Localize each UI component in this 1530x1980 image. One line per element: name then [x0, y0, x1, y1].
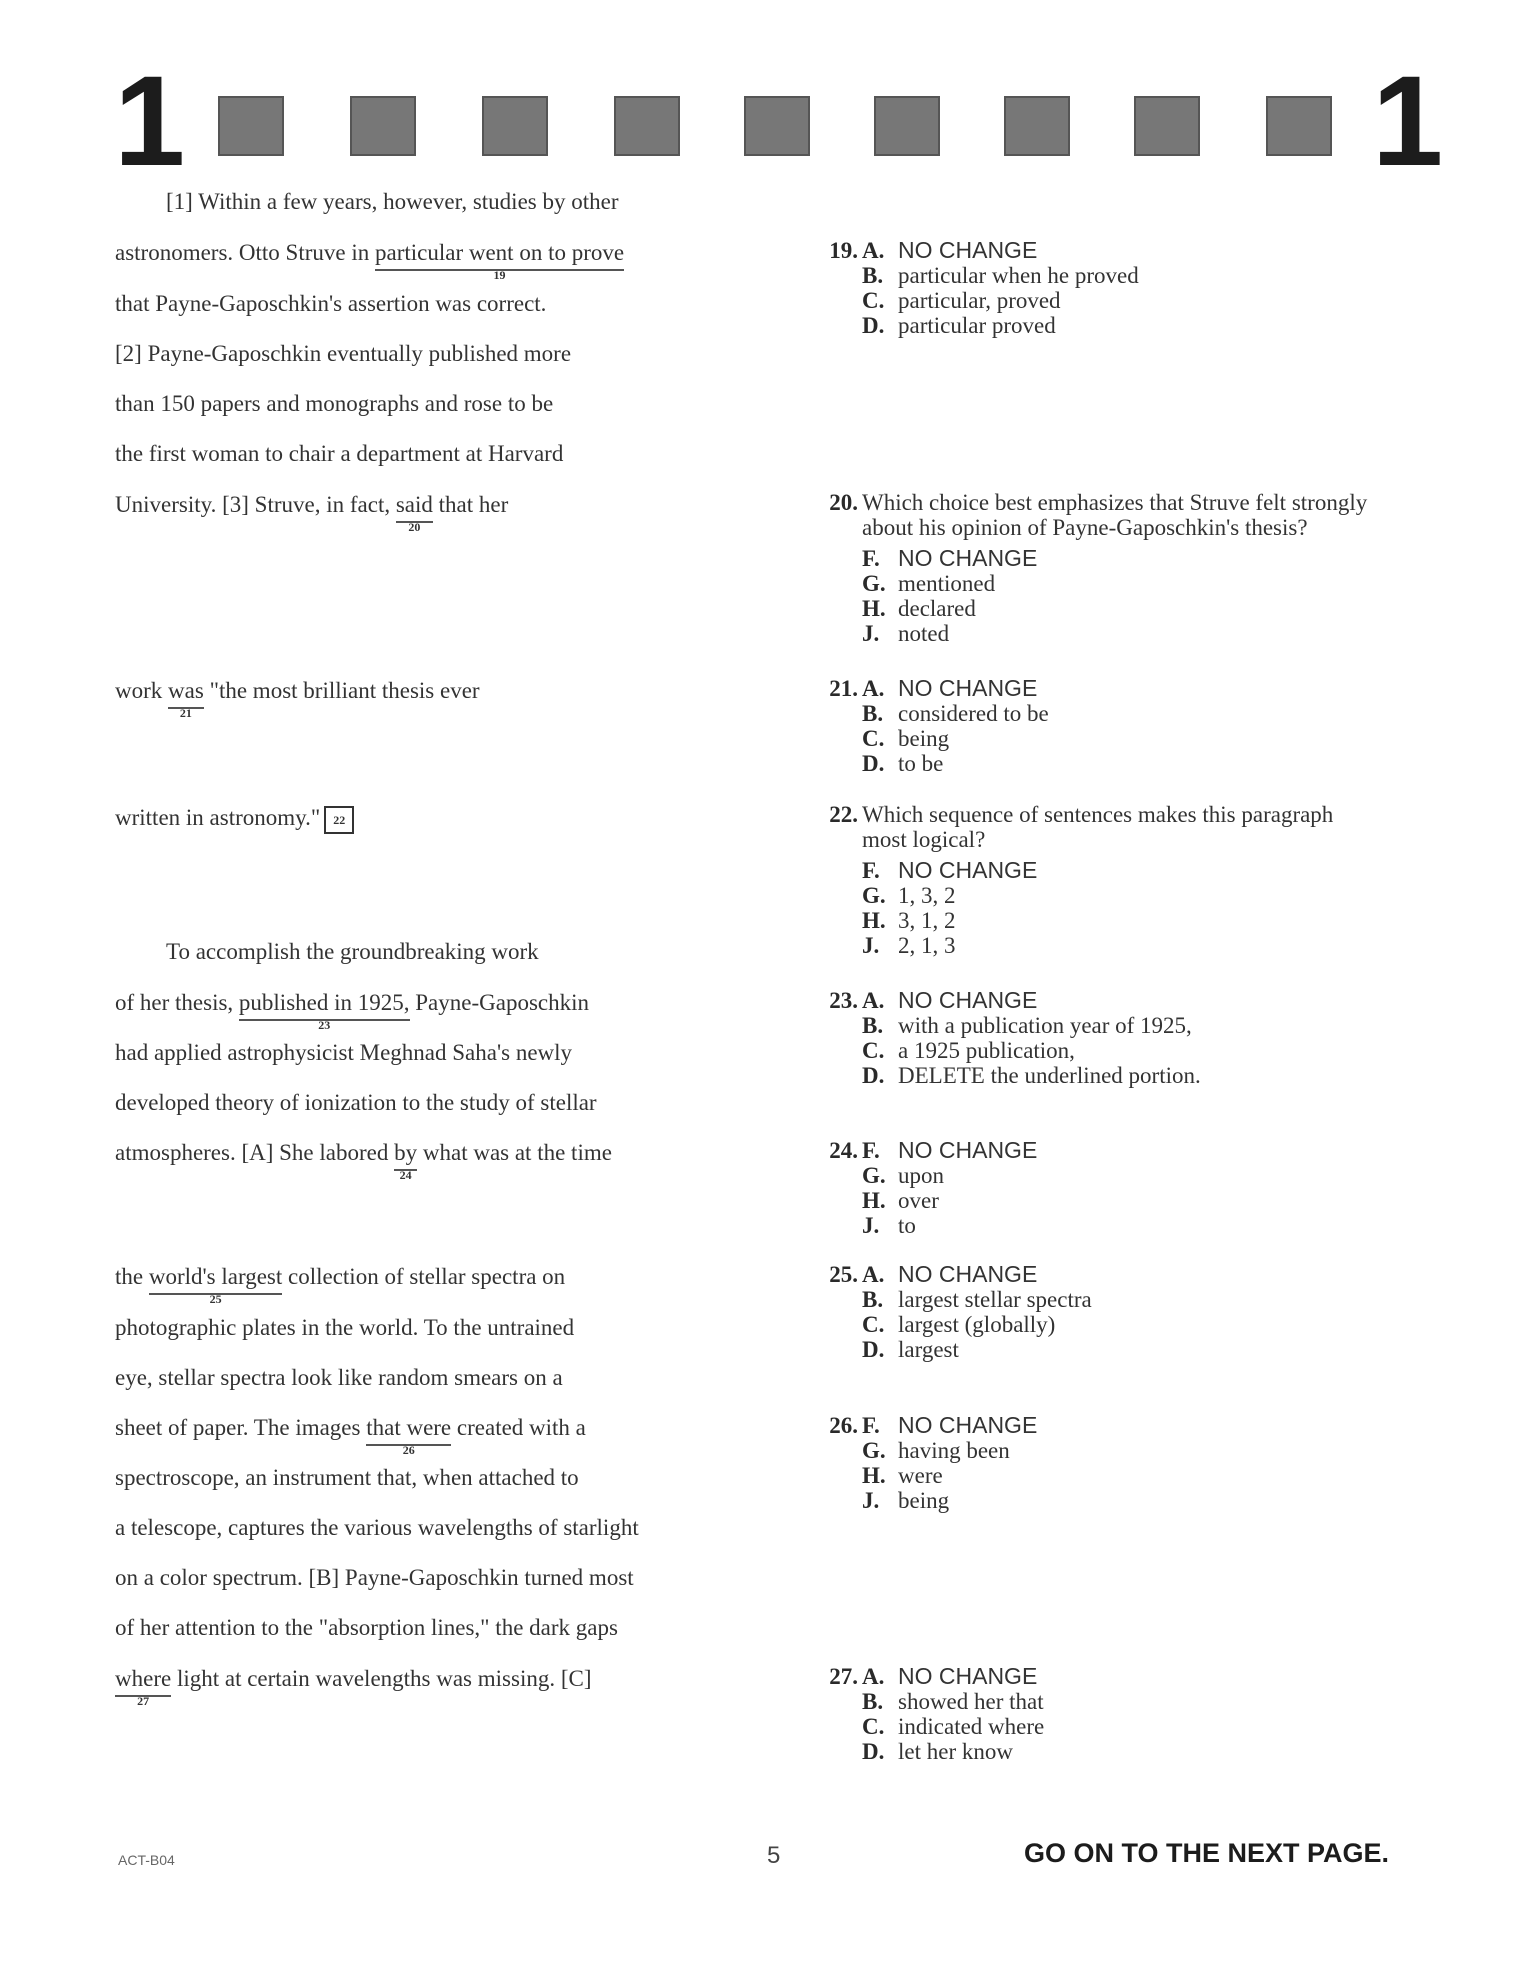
underlined-portion-21: was 21: [168, 678, 204, 720]
question-ref-number: 26: [402, 1443, 415, 1457]
question-stem: Which sequence of sentences makes this paragraph: [862, 802, 1334, 827]
question-27: [806, 1664, 1446, 1764]
option-text[interactable]: let her know: [898, 1739, 1013, 1764]
passage-line: atmospheres. [A] She labored by 24 what was at the time: [115, 1140, 612, 1182]
option-letter: G.: [862, 1163, 886, 1188]
option-letter: G.: [862, 571, 886, 596]
passage-line: the world's largest 25 collection of stellar spectra on: [115, 1264, 566, 1306]
option-text[interactable]: to be: [898, 751, 944, 776]
question-ref-number: 24: [399, 1168, 412, 1182]
option-text[interactable]: largest (globally): [898, 1312, 1056, 1337]
option-letter: D.: [862, 751, 885, 776]
passage-line: eye, stellar spectra look like random smears on a: [115, 1365, 563, 1390]
option-letter: H.: [862, 1463, 886, 1488]
option-letter: C.: [862, 1038, 885, 1063]
option-letter: B.: [862, 1013, 884, 1038]
option-text[interactable]: declared: [898, 596, 976, 621]
option-text[interactable]: NO CHANGE: [898, 1261, 1038, 1287]
passage-line: on a color spectrum. [B] Payne-Gaposchkin turned most: [115, 1565, 634, 1590]
question-number: 27.: [829, 1664, 858, 1689]
question-ref-number: 19: [493, 268, 506, 282]
option-text[interactable]: 1, 3, 2: [898, 883, 956, 908]
header-square: [614, 96, 680, 156]
underlined-portion-20: said 20: [395, 492, 433, 534]
option-text[interactable]: particular when he proved: [898, 263, 1139, 288]
option-text[interactable]: considered to be: [898, 701, 1049, 726]
option-letter: A.: [862, 676, 885, 701]
option-text[interactable]: NO CHANGE: [898, 1663, 1038, 1689]
option-letter: J.: [862, 1488, 880, 1513]
question-number: 24.: [829, 1138, 858, 1163]
option-letter: A.: [862, 988, 885, 1013]
option-text[interactable]: 2, 1, 3: [898, 933, 956, 958]
question-24: [806, 1138, 1446, 1238]
option-letter: A.: [862, 1664, 885, 1689]
option-text[interactable]: being: [898, 1488, 950, 1513]
passage-line: University. [3] Struve, in fact, said 20 that her: [115, 492, 509, 534]
option-text[interactable]: largest: [898, 1337, 959, 1362]
option-text[interactable]: NO CHANGE: [898, 675, 1038, 701]
option-letter: F.: [862, 1413, 880, 1438]
passage-line: sheet of paper. The images that were 26 created with a: [115, 1415, 586, 1457]
option-text[interactable]: being: [898, 726, 950, 751]
option-letter: G.: [862, 883, 886, 908]
question-ref-number: 25: [209, 1292, 222, 1306]
passage-line: where 27 light at certain wavelengths was missing. [C]: [115, 1666, 592, 1708]
passage-line: of her thesis, published in 1925, 23 Payne-Gaposchkin: [115, 990, 590, 1032]
option-letter: D.: [862, 1063, 885, 1088]
question-22: [806, 802, 1446, 958]
passage-line: of her attention to the "absorption lines," the dark gaps: [115, 1615, 618, 1640]
question-ref-number: 20: [408, 520, 421, 534]
option-letter: H.: [862, 596, 886, 621]
question-stem: Which choice best emphasizes that Struve felt strongly: [862, 490, 1368, 515]
underlined-portion-26: that were 26: [366, 1415, 452, 1457]
option-text[interactable]: showed her that: [898, 1689, 1044, 1714]
option-letter: B.: [862, 263, 884, 288]
header-square: [1134, 96, 1200, 156]
footer-test-code: ACT-B04: [118, 1852, 175, 1868]
question-ref-number: 27: [137, 1694, 150, 1708]
passage-line: photographic plates in the world. To the untrained: [115, 1315, 575, 1340]
option-text[interactable]: indicated where: [898, 1714, 1045, 1739]
section-number-left: 1: [114, 50, 186, 193]
question-20: [806, 490, 1446, 646]
header-square: [1266, 96, 1332, 156]
question-number: 19.: [829, 238, 858, 263]
option-letter: G.: [862, 1438, 886, 1463]
option-letter: J.: [862, 933, 880, 958]
option-text[interactable]: were: [898, 1463, 943, 1488]
option-letter: D.: [862, 1739, 885, 1764]
header-square: [482, 96, 548, 156]
option-text[interactable]: particular proved: [898, 313, 1056, 338]
option-letter: F.: [862, 858, 880, 883]
header-square: [350, 96, 416, 156]
question-number: 21.: [829, 676, 858, 701]
underlined-portion-27: where 27: [115, 1666, 172, 1708]
passage-line: [2] Payne-Gaposchkin eventually published more: [115, 341, 572, 366]
option-text[interactable]: NO CHANGE: [898, 987, 1038, 1013]
question-stem: most logical?: [862, 827, 986, 852]
passage-line: the first woman to chair a department at Harvard: [115, 441, 564, 466]
option-text[interactable]: largest stellar spectra: [898, 1287, 1092, 1312]
option-letter: B.: [862, 1287, 884, 1312]
option-text[interactable]: NO CHANGE: [898, 237, 1038, 263]
option-letter: F.: [862, 1138, 880, 1163]
passage-line: that Payne-Gaposchkin's assertion was correct.: [115, 291, 547, 316]
option-letter: C.: [862, 288, 885, 313]
option-letter: J.: [862, 621, 880, 646]
option-letter: H.: [862, 908, 886, 933]
option-text[interactable]: NO CHANGE: [898, 1412, 1038, 1438]
option-text[interactable]: having been: [898, 1438, 1010, 1463]
passage-line: developed theory of ionization to the study of stellar: [115, 1090, 597, 1115]
footer-next-page-instruction: GO ON TO THE NEXT PAGE.: [1024, 1838, 1390, 1868]
passage-line: written in astronomy." 22: [115, 804, 354, 834]
underlined-portion-19: particular went on to prove 19: [375, 240, 625, 282]
option-letter: D.: [862, 313, 885, 338]
question-21: [806, 676, 1446, 776]
option-letter: C.: [862, 726, 885, 751]
option-letter: J.: [862, 1213, 880, 1238]
option-text[interactable]: upon: [898, 1163, 944, 1188]
question-number: 25.: [829, 1262, 858, 1287]
footer-page-number: 5: [767, 1842, 781, 1869]
question-box-22: 22: [324, 806, 354, 834]
question-number: 20.: [829, 490, 858, 515]
passage-line: had applied astrophysicist Meghnad Saha's newly: [115, 1040, 573, 1065]
option-letter: B.: [862, 701, 884, 726]
passage-line: work was 21 "the most brilliant thesis ever: [115, 678, 480, 720]
option-text[interactable]: 3, 1, 2: [898, 908, 956, 933]
option-letter: A.: [862, 238, 885, 263]
question-stem: about his opinion of Payne-Gaposchkin's thesis?: [862, 515, 1308, 540]
option-text[interactable]: noted: [898, 621, 950, 646]
header-square: [1004, 96, 1070, 156]
underlined-portion-23: published in 1925, 23: [238, 990, 410, 1032]
option-letter: F.: [862, 546, 880, 571]
question-19: [806, 238, 1446, 338]
option-letter: C.: [862, 1312, 885, 1337]
question-number: 22.: [829, 802, 858, 827]
header-square: [218, 96, 284, 156]
passage-line: To accomplish the groundbreaking work: [166, 939, 539, 964]
option-text[interactable]: DELETE the underlined portion.: [898, 1063, 1201, 1088]
passage-line: astronomers. Otto Struve in particular went on to prove 19: [115, 240, 625, 282]
option-letter: B.: [862, 1689, 884, 1714]
option-text[interactable]: particular, proved: [898, 288, 1061, 313]
underlined-portion-24: by 24: [394, 1140, 418, 1182]
option-text[interactable]: to: [898, 1213, 916, 1238]
underlined-portion-25: world's largest 25: [148, 1264, 283, 1306]
option-letter: D.: [862, 1337, 885, 1362]
option-letter: C.: [862, 1714, 885, 1739]
section-number-right: 1: [1372, 50, 1444, 193]
question-ref-number: 23: [318, 1018, 331, 1032]
question-number: 26.: [829, 1413, 858, 1438]
passage-line: than 150 papers and monographs and rose to be: [115, 391, 554, 416]
question-23: [806, 988, 1446, 1088]
header-square: [744, 96, 810, 156]
option-text[interactable]: NO CHANGE: [898, 1137, 1038, 1163]
question-25: [806, 1262, 1446, 1362]
passage-line: a telescope, captures the various wavelengths of starlight: [115, 1515, 639, 1540]
question-ref-number: 21: [179, 706, 192, 720]
question-number: 23.: [829, 988, 858, 1013]
passage-line: spectroscope, an instrument that, when attached to: [115, 1465, 579, 1490]
option-text[interactable]: with a publication year of 1925,: [898, 1013, 1192, 1038]
option-text[interactable]: mentioned: [898, 571, 996, 596]
option-text[interactable]: NO CHANGE: [898, 545, 1038, 571]
option-text[interactable]: a 1925 publication,: [898, 1038, 1075, 1063]
option-text[interactable]: over: [898, 1188, 939, 1213]
header-square: [874, 96, 940, 156]
option-letter: H.: [862, 1188, 886, 1213]
option-text[interactable]: NO CHANGE: [898, 857, 1038, 883]
option-letter: A.: [862, 1262, 885, 1287]
passage-line: [1] Within a few years, however, studies by other: [166, 189, 619, 214]
question-26: [806, 1413, 1446, 1513]
